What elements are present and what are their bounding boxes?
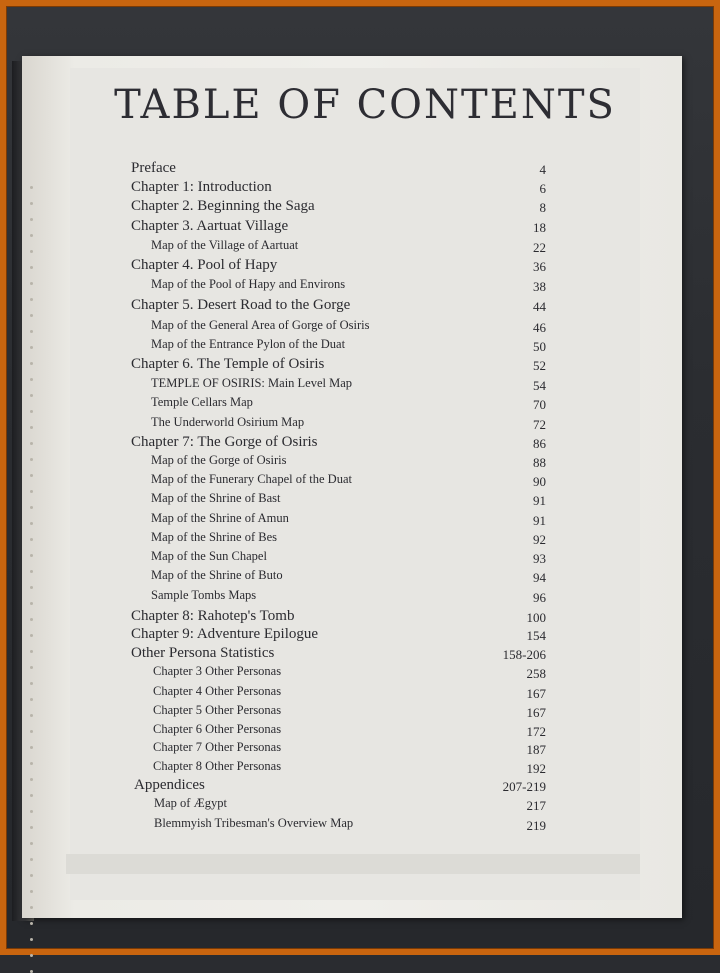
toc-entry-label: Blemmyish Tribesman's Overview Map bbox=[154, 816, 354, 830]
toc-entry-label: Preface bbox=[131, 160, 176, 176]
toc-entry-label: Map of the Gorge of Osiris bbox=[151, 453, 287, 467]
toc-entry bbox=[0, 511, 720, 530]
toc-entry-page: 187 bbox=[526, 742, 546, 757]
toc-entry bbox=[0, 491, 720, 510]
toc-entry-page: 91 bbox=[533, 493, 546, 508]
toc-entry-page: 154 bbox=[526, 628, 546, 643]
toc-entry-page: 54 bbox=[533, 378, 546, 393]
toc-entry-page: 72 bbox=[533, 417, 546, 432]
toc-entry bbox=[0, 179, 720, 198]
toc-entry bbox=[0, 722, 720, 741]
toc-entry bbox=[0, 796, 720, 815]
toc-entry-page: 18 bbox=[533, 220, 546, 235]
toc-entry-label: Chapter 4 Other Personas bbox=[153, 684, 282, 698]
toc-entry bbox=[0, 395, 720, 414]
toc-entry-label: Map of Ægypt bbox=[154, 796, 227, 810]
toc-entry bbox=[0, 257, 720, 276]
toc-entry-label: Map of the Village of Aartuat bbox=[151, 238, 299, 252]
toc-entry-label: Sample Tombs Maps bbox=[151, 588, 257, 602]
toc-entry-label: Chapter 6. The Temple of Osiris bbox=[131, 356, 325, 372]
toc-entry-label: Chapter 3 Other Personas bbox=[153, 664, 282, 678]
toc-entry bbox=[0, 740, 720, 759]
page-footer-band bbox=[66, 854, 640, 874]
toc-entry bbox=[0, 238, 720, 257]
toc-entry-page: 36 bbox=[533, 259, 546, 274]
toc-entry-page: 50 bbox=[533, 339, 546, 354]
toc-entry bbox=[0, 415, 720, 434]
toc-entry bbox=[0, 453, 720, 472]
toc-entry bbox=[0, 759, 720, 778]
toc-entry-label: Appendices bbox=[134, 777, 205, 793]
toc-entry-page: 44 bbox=[533, 299, 546, 314]
toc-entry-label: Map of the Sun Chapel bbox=[151, 549, 267, 563]
toc-entry-page: 38 bbox=[533, 279, 546, 294]
toc-entry-page: 90 bbox=[533, 474, 546, 489]
toc-entry bbox=[0, 588, 720, 607]
toc-entry-label: Temple Cellars Map bbox=[151, 395, 253, 409]
toc-entry-page: 4 bbox=[539, 162, 546, 177]
toc-entry-label: Map of the Shrine of Amun bbox=[151, 511, 289, 525]
toc-entry bbox=[0, 549, 720, 568]
toc-entry-page: 158-206 bbox=[502, 647, 546, 662]
toc-entry-label: The Underworld Osirium Map bbox=[151, 415, 305, 429]
toc-entry-label: Map of the Shrine of Buto bbox=[151, 568, 283, 582]
toc-entry bbox=[0, 434, 720, 453]
toc-entry bbox=[0, 626, 720, 645]
toc-entry-page: 167 bbox=[526, 686, 546, 701]
toc-entry-page: 167 bbox=[526, 705, 546, 720]
toc-entry-label: TEMPLE OF OSIRIS: Main Level Map bbox=[151, 376, 353, 390]
page-title: TABLE OF CONTENTS bbox=[114, 82, 616, 128]
toc-entry bbox=[0, 376, 720, 395]
toc-entry bbox=[0, 608, 720, 627]
toc-entry-page: 100 bbox=[526, 610, 546, 625]
toc-entry-label: Chapter 1: Introduction bbox=[131, 179, 272, 195]
toc-entry-label: Chapter 5. Desert Road to the Gorge bbox=[131, 297, 351, 313]
toc-entry-page: 217 bbox=[526, 798, 546, 813]
toc-entry bbox=[0, 664, 720, 683]
toc-entry-label: Map of the Entrance Pylon of the Duat bbox=[151, 337, 346, 351]
toc-entry-label: Map of the Funerary Chapel of the Duat bbox=[151, 472, 352, 486]
toc-entry-page: 52 bbox=[533, 358, 546, 373]
toc-entry-page: 8 bbox=[539, 200, 546, 215]
toc-entry-page: 86 bbox=[533, 436, 546, 451]
toc-entry-page: 6 bbox=[539, 181, 546, 196]
toc-entry-label: Map of the Shrine of Bes bbox=[151, 530, 278, 544]
toc-entry-page: 46 bbox=[533, 320, 546, 335]
toc-entry-page: 92 bbox=[533, 532, 546, 547]
toc-entry-page: 219 bbox=[526, 818, 546, 833]
toc-entry-page: 93 bbox=[533, 551, 546, 566]
toc-entry-page: 22 bbox=[533, 240, 546, 255]
toc-entry-label: Chapter 9: Adventure Epilogue bbox=[131, 626, 319, 642]
toc-entry bbox=[0, 337, 720, 356]
toc-entry bbox=[0, 318, 720, 337]
toc-entry-label: Chapter 8 Other Personas bbox=[153, 759, 282, 773]
toc-entry-page: 70 bbox=[533, 397, 546, 412]
toc-entry bbox=[0, 645, 720, 664]
toc-entry bbox=[0, 530, 720, 549]
toc-entry bbox=[0, 777, 720, 796]
toc-entry-page: 192 bbox=[526, 761, 546, 776]
toc-entry-label: Chapter 7: The Gorge of Osiris bbox=[131, 434, 318, 450]
toc-entry bbox=[0, 160, 720, 179]
toc-entry bbox=[0, 472, 720, 491]
toc-entry bbox=[0, 703, 720, 722]
toc-entry bbox=[0, 297, 720, 316]
toc-entry-page: 207-219 bbox=[502, 779, 546, 794]
toc-entry-label: Chapter 8: Rahotep's Tomb bbox=[131, 608, 295, 624]
toc-entry-page: 91 bbox=[533, 513, 546, 528]
toc-entry bbox=[0, 198, 720, 217]
toc-entry bbox=[0, 568, 720, 587]
toc-entry-label: Map of the General Area of Gorge of Osiris bbox=[151, 318, 370, 332]
toc-entry-page: 172 bbox=[526, 724, 546, 739]
toc-entry-label: Map of the Shrine of Bast bbox=[151, 491, 281, 505]
toc-entry-page: 88 bbox=[533, 455, 546, 470]
toc-entry-page: 96 bbox=[533, 590, 546, 605]
toc-entry bbox=[0, 356, 720, 375]
toc-entry-label: Map of the Pool of Hapy and Environs bbox=[151, 277, 346, 291]
toc-entry-label: Chapter 4. Pool of Hapy bbox=[131, 257, 278, 273]
toc-entry bbox=[0, 684, 720, 703]
toc-entry-label: Chapter 3. Aartuat Village bbox=[131, 218, 289, 234]
toc-entry-page: 258 bbox=[526, 666, 546, 681]
toc-entry bbox=[0, 277, 720, 296]
toc-entry bbox=[0, 816, 720, 835]
toc-entry-label: Other Persona Statistics bbox=[131, 645, 275, 661]
toc-entry-label: Chapter 7 Other Personas bbox=[153, 740, 282, 754]
toc-entry-page: 94 bbox=[533, 570, 546, 585]
toc-entry-label: Chapter 2. Beginning the Saga bbox=[131, 198, 315, 214]
toc-entry-label: Chapter 6 Other Personas bbox=[153, 722, 282, 736]
toc-entry-label: Chapter 5 Other Personas bbox=[153, 703, 282, 717]
toc-entry bbox=[0, 218, 720, 237]
